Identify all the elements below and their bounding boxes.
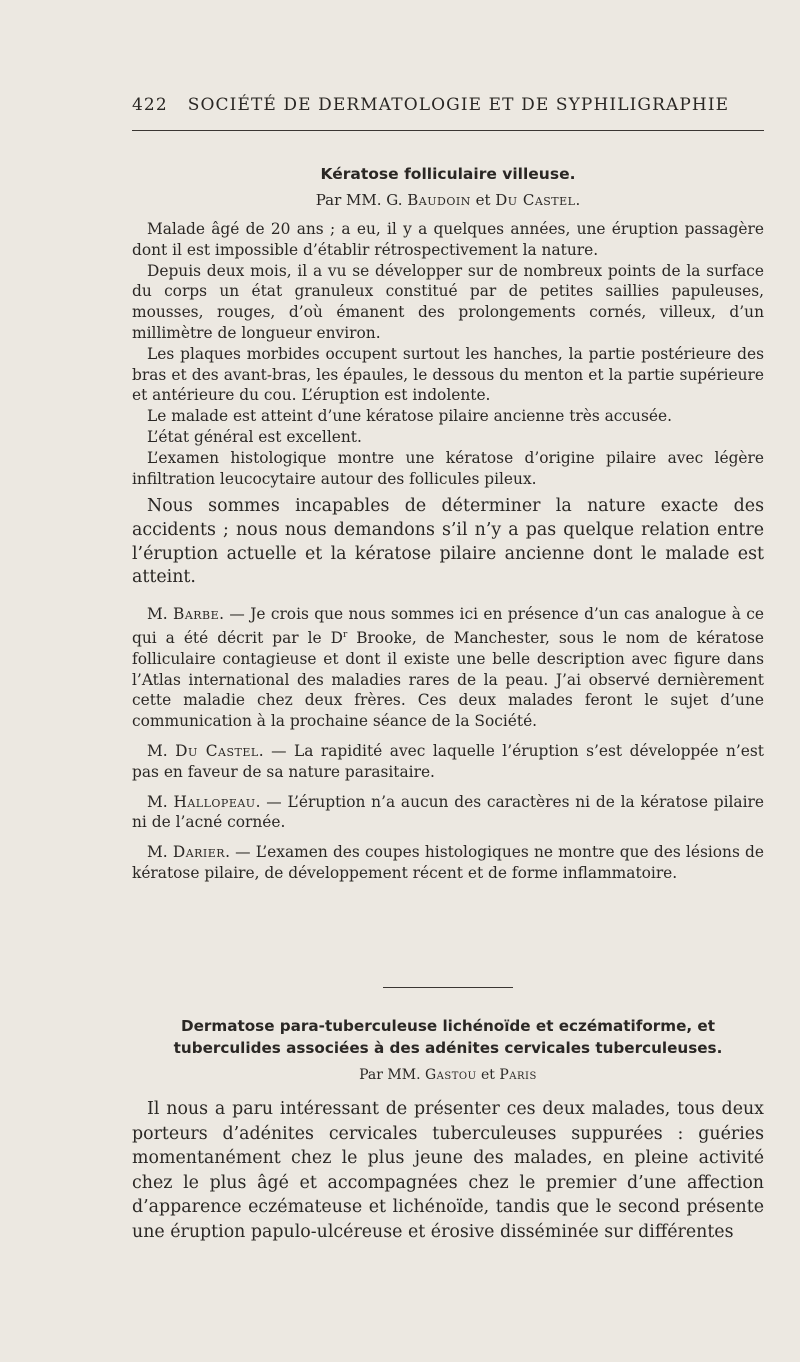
- paragraph: Malade âgé de 20 ans ; a eu, il y a quelques années, une éruption passagère dont il est impossible d’établir rétrospectivement la nature.: [132, 220, 764, 259]
- author-paris: Paris: [499, 1067, 537, 1083]
- speaker-name: Hallopeau: [173, 792, 256, 811]
- article-2-title: Dermatose para-tuberculeuse lichénoïde et eczématiforme, et tuberculides associées à des adénites cervicales tuberculeuses.: [173, 1017, 723, 1057]
- running-title: SOCIÉTÉ DE DERMATOLOGIE ET DE SYPHILIGRAPHIE: [187, 95, 730, 115]
- paragraph: L’état général est excellent.: [147, 427, 362, 446]
- article-1-title: Kératose folliculaire villeuse.: [320, 165, 576, 183]
- article-1: [132, 165, 764, 884]
- author-gastou: Gastou: [425, 1067, 477, 1083]
- discussion-du-castel: M. Du Castel. — La rapidité avec laquelle l’éruption s’est développée n’est pas en faveur de sa nature parasitaire.: [132, 742, 764, 781]
- section-divider: [383, 987, 513, 988]
- paragraph: L’examen histologique montre une kératose d’origine pilaire avec légère infiltration leucocytaire autour des follicules pileux.: [132, 448, 764, 488]
- speaker-name: Barbe: [173, 605, 220, 624]
- header-rule: [132, 130, 764, 131]
- article-2-byline: Par MM. Gastou et Paris: [359, 1067, 537, 1083]
- discussion-hallopeau: M. Hallopeau. — L’éruption n’a aucun des caractères ni de la kératose pilaire ni de l’acné cornée.: [132, 792, 764, 832]
- article-2-body: [132, 1097, 764, 1244]
- page-number: 422: [132, 95, 168, 115]
- article-2: [132, 1015, 764, 1244]
- speaker-name: Darier: [172, 843, 226, 862]
- paragraph: Il nous a paru intéressant de présenter ces deux malades, tous deux porteurs d’adénites cervicales tuberculeuses suppurées : guéries momentanément chez le plus jeune des malades, en pleine activité chez le plus âgé et accompagnées chez le premier d’une affection d’apparence eczémateuse et lichénoïde, tandis que le second présente une éruption papulo-ulcéreuse et érosive disséminée sur différentes: [132, 1099, 764, 1242]
- discussion: [132, 604, 764, 884]
- author-baudoin: Baudoin: [407, 191, 471, 209]
- paragraph: Depuis deux mois, il a vu se développer sur de nombreux points de la surface du corps un état granuleux constitué par de petites saillies papuleuses, mousses, rouges, d’où émanent des prolongements cornés, villeux, d’un millimètre de longueur environ.: [132, 261, 764, 342]
- article-1-byline: Par MM. G. Baudoin et Du Castel.: [315, 191, 581, 209]
- discussion-barbe: M. Barbe. — Je crois que nous sommes ici en présence d’un cas analogue à ce qui a été décrit par le $D^r$ Brooke, de Manchester, sous le nom de kératose folliculaire contagieuse et dont il existe une belle description avec figure dans l’Atlas international des maladies rares de la peau. J’ai observé dernièrement cette maladie chez deux frères. Ces deux malades feront le sujet d’une communication à la prochaine séance de la Société.: [132, 605, 764, 731]
- paragraph: Les plaques morbides occupent surtout les hanches, la partie postérieure des bras et des avant-bras, les épaules, le dessous du menton et la partie supérieure et antérieure du cou. L’éruption est indolente.: [132, 344, 764, 405]
- discussion-darier: M. Darier. — L’examen des coupes histologiques ne montre que des lésions de kératose pilaire, de développement récent et de forme inflammatoire.: [132, 843, 764, 883]
- paragraph: Le malade est atteint d’une kératose pilaire ancienne très accusée.: [147, 407, 672, 426]
- author-du-castel: Du Castel: [495, 191, 576, 209]
- running-header: [132, 95, 764, 115]
- speaker-name: Du Castel: [175, 742, 259, 761]
- article-1-body: [132, 219, 764, 489]
- article-1-conclusion: Nous sommes incapables de déterminer la nature exacte des accidents ; nous nous demandons s’il n’y a pas quelque relation entre l’éruption actuelle et la kératose pilaire ancienne dont le malade est atteint.: [132, 496, 764, 588]
